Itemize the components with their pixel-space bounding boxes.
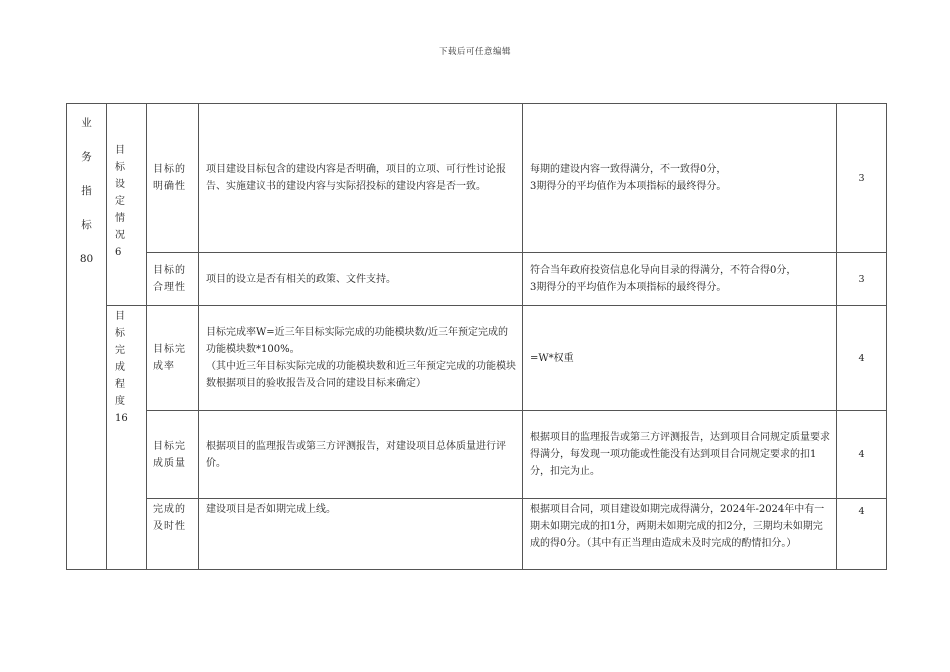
scoring-rule: =W*权重	[523, 306, 837, 411]
page-header: 下载后可任意编辑	[438, 47, 511, 57]
indicator-description: 项目的设立是否有相关的政策、文件支持。	[199, 253, 523, 306]
indicator-name: 完成的及时性	[147, 499, 199, 570]
category-business-indicators: 业 务 指 标 80	[67, 104, 107, 570]
scoring-rule: 根据项目合同，项目建设如期完成得满分，2024年-2024年中有一期未如期完成的扣1分，两期未如期完成的扣2分，三期均未如期完成的得0分。（其中有正当理由造成未及时完成的酌情扣分。）	[523, 499, 837, 570]
indicator-name: 目标完成率	[147, 306, 199, 411]
indicator-score: 3	[837, 253, 887, 306]
group-goal-completion: 目 标 完 成 程 度 16	[107, 306, 147, 570]
scoring-rule: 每期的建设内容一致得满分，不一致得0分， 3期得分的平均值作为本项指标的最终得分。	[523, 104, 837, 253]
table-row	[67, 306, 887, 411]
indicator-score: 3	[837, 104, 887, 253]
group-goal-setting: 目 标 设 定 情 况 6	[107, 104, 147, 306]
indicator-score: 4	[837, 306, 887, 411]
indicator-name: 目标完成质量	[147, 411, 199, 499]
indicator-name: 目标的合理性	[147, 253, 199, 306]
scoring-rule: 根据项目的监理报告或第三方评测报告，达到项目合同规定质量要求得满分，每发现一项功能或性能没有达到项目合同规定要求的扣1分，扣完为止。	[523, 411, 837, 499]
indicator-description: 建设项目是否如期完成上线。	[199, 499, 523, 570]
scoring-rule: 符合当年政府投资信息化导向目录的得满分，不符合得0分， 3期得分的平均值作为本项指标的最终得分。	[523, 253, 837, 306]
table-row	[67, 499, 887, 570]
indicator-description: 根据项目的监理报告或第三方评测报告，对建设项目总体质量进行评价。	[199, 411, 523, 499]
indicator-description: 目标完成率W=近三年目标实际完成的功能模块数/近三年预定完成的功能模块数*100%。 （其中近三年目标实际完成的功能模块数和近三年预定完成的功能模块数根据项目的验收报告及合同的建设目标来确定）	[199, 306, 523, 411]
table-row	[67, 104, 887, 253]
table-row	[67, 253, 887, 306]
indicator-score: 4	[837, 499, 887, 570]
table-row	[67, 411, 887, 499]
indicator-score: 4	[837, 411, 887, 499]
indicator-description: 项目建设目标包含的建设内容是否明确，项目的立项、可行性讨论报告、实施建议书的建设内容与实际招投标的建设内容是否一致。	[199, 104, 523, 253]
evaluation-table	[66, 103, 887, 570]
indicator-name: 目标的明确性	[147, 104, 199, 253]
